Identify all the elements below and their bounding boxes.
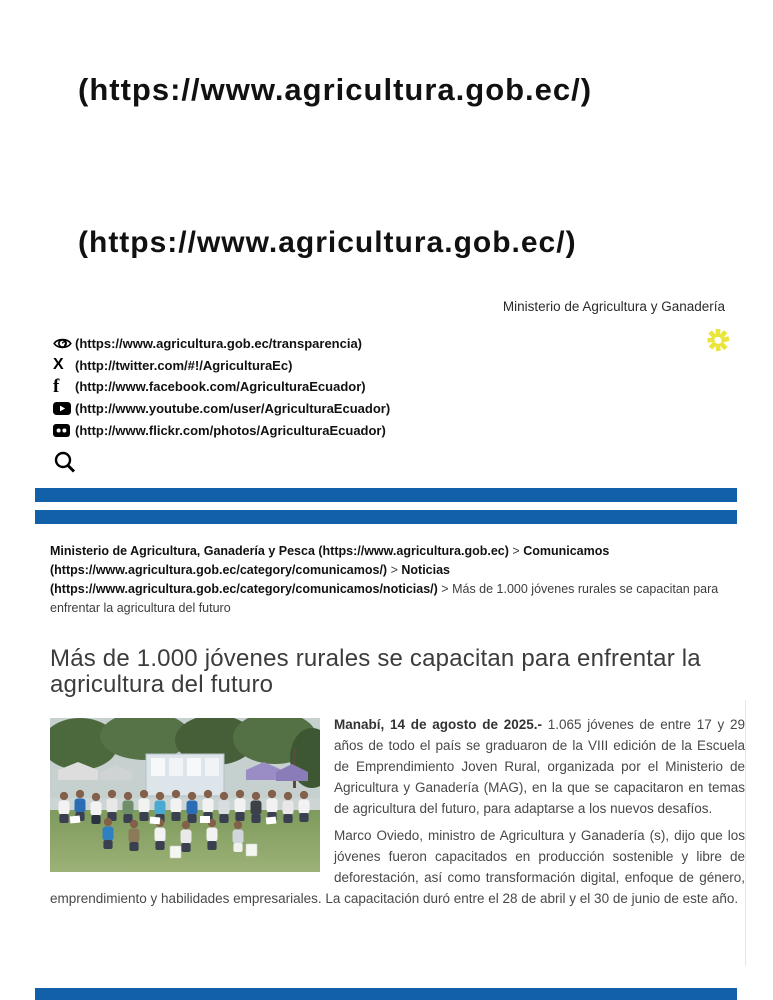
facebook-link[interactable] (53, 376, 390, 398)
breadcrumb-separator: > (512, 544, 520, 558)
search-icon (52, 450, 78, 476)
breadcrumb-separator: > (390, 563, 398, 577)
ministry-name-label: Ministerio de Agricultura y Ganadería (502, 299, 725, 314)
breadcrumb-home-link[interactable]: Ministerio de Agricultura, Ganadería y Pesca (https://www.agricultura.gob.ec) (50, 544, 509, 558)
search-button[interactable] (51, 450, 79, 478)
breadcrumb-separator: > (441, 582, 449, 596)
content-column-divider (745, 700, 746, 966)
transparency-link-label: (https://www.agricultura.gob.ec/transparencia) (75, 336, 363, 352)
site-logo-link-2[interactable]: (https://www.agricultura.gob.ec/) (78, 226, 577, 259)
article-paragraph-1: Manabí, 14 de agosto de 2025.- 1.065 jóvenes de entre 17 y 29 años de todo el país se graduaron de la VIII edición de la Escuela de Emprendimiento Joven Rural, organizada por el Ministerio de Agricultura y Ganadería (MAG), en la que se capacitaron en temas de agricultura del futuro, para adaptarse a los nuevos desafíos. (334, 717, 745, 816)
nav-bar-secondary (35, 510, 737, 524)
youtube-link[interactable] (53, 398, 390, 420)
transparency-eye-icon (53, 336, 75, 351)
breadcrumb-comunicamos-link[interactable]: Comunicamos (https://www.agricultura.gob.ec/category/comunicamos/) (50, 544, 610, 577)
nav-bar-primary (35, 488, 737, 502)
twitter-link-label: (http://twitter.com/#!/AgriculturaEc) (75, 357, 293, 373)
flickr-icon (53, 424, 75, 437)
loading-spinner-icon (705, 327, 731, 358)
youtube-link-label: (http://www.youtube.com/user/AgriculturaEcuador) (75, 401, 391, 417)
footer-bar (35, 988, 737, 1000)
transparency-link[interactable] (53, 333, 390, 355)
facebook-link-label: (http://www.facebook.com/AgriculturaEcuador) (75, 379, 366, 395)
article-dateline: Manabí, 14 de agosto de 2025.- (334, 717, 542, 732)
breadcrumb-current-page: Más de 1.000 jóvenes rurales se capacitan para enfrentar la agricultura del futuro (50, 582, 719, 615)
twitter-link[interactable] (53, 355, 390, 377)
twitter-x-icon: X (53, 356, 64, 374)
flickr-link[interactable] (53, 419, 390, 441)
facebook-icon: f (53, 376, 60, 398)
breadcrumb-noticias-link[interactable]: Noticias (https://www.agricultura.gob.ec/category/comunicamos/noticias/) (50, 563, 451, 596)
site-logo-link-1[interactable]: (https://www.agricultura.gob.ec/) (78, 72, 593, 107)
article-title: Más de 1.000 jóvenes rurales se capacitan para enfrentar la agricultura del futuro (50, 645, 701, 698)
article-body (50, 714, 745, 909)
article-photo (50, 718, 320, 872)
article-paragraph-2: Marco Oviedo, ministro de Agricultura y Ganadería (s), dijo que los jóvenes fueron capacitados en producción sostenible y libre de deforestación, así como transformación digital, enfoque de género, emprendimiento y habilidades empresariales. La capacitación duró entre el 28 de abril y el 30 de junio de este año. (50, 828, 745, 906)
breadcrumb (50, 542, 742, 618)
flickr-link-label: (http://www.flickr.com/photos/AgriculturaEcuador) (75, 422, 386, 438)
social-links (53, 333, 390, 441)
youtube-icon (53, 402, 75, 415)
